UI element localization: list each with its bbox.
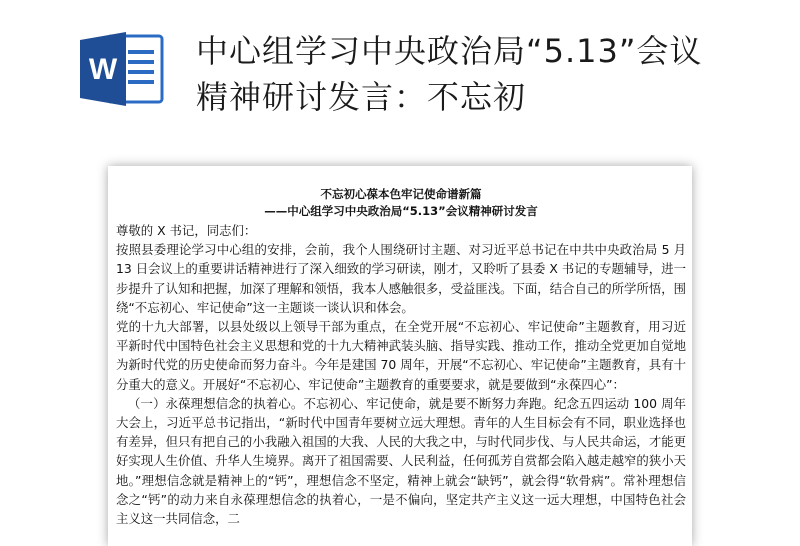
document-paragraph: （一）永葆理想信念的执着心。不忘初心、牢记使命，就是要不断努力奔跑。纪念五四运动 100 周年大会上，习近平总书记指出，“新时代中国青年要树立远大理想。青年的人生目标会有不同，职业选择也有差异，但只有把自己的小我融入祖国的大我、人民的大我之中，与时代同步伐、与人民共命运，才能更好实现人生价值、升华人生境界。离开了祖国需要、人民利益，任何孤芳自赏都会陷入越走越窄的狭小天地。”理想信念就是精神上的“钙”，理想信念不坚定，精神上就会“缺钙”，就会得“软骨病”。常补理想信念之“钙”的动力来自永葆理想信念的执着心，一是不偏向，坚定共产主义这一远大理想，中国特色社会主义这一共同信念，二 — [116, 395, 686, 526]
word-document-icon — [78, 30, 164, 108]
document-salutation: 尊敬的 X 书记，同志们： — [116, 223, 257, 238]
word-badge-letter: W — [88, 53, 118, 86]
page-title: 中心组学习中央政治局“5.13”会议精神研讨发言：不忘初 — [196, 32, 703, 116]
document-paragraph: 党的十九大部署，以县处级以上领导干部为重点，在全党开展“不忘初心、牢记使命”主题教育，用习近平新时代中国特色社会主义思想和党的十九大精神武装头脑、指导实践、推动工作，推动全党更加自觉地为新时代党的历史使命而努力奋斗。今年是建国 70 周年，开展“不忘初心、牢记使命”主题教育，具有十分重大的意义。开展好“不忘初心、牢记使命”主题教育的重要要求，就是要做到“永葆四心”： — [116, 319, 686, 392]
document-heading: 不忘初心葆本色牢记使命谱新篇 — [320, 187, 482, 201]
document-page — [116, 170, 686, 526]
document-subheading: ——中心组学习中央政治局“5.13”会议精神研讨发言 — [264, 204, 538, 218]
document-paragraph: 按照县委理论学习中心组的安排，会前，我个人围绕研讨主题、对习近平总书记在中共中央政治局 5 月 13 日会议上的重要讲话精神进行了深入细致的学习研读，刚才，又聆听了县委 X 书记的专题辅导，进一步提升了认知和把握，加深了理解和领悟，我本人感触很多，受益匪浅。下面，结合自己的所学所悟，围绕“不忘初心、牢记使命”这一主题谈一谈认识和体会。 — [116, 242, 686, 315]
